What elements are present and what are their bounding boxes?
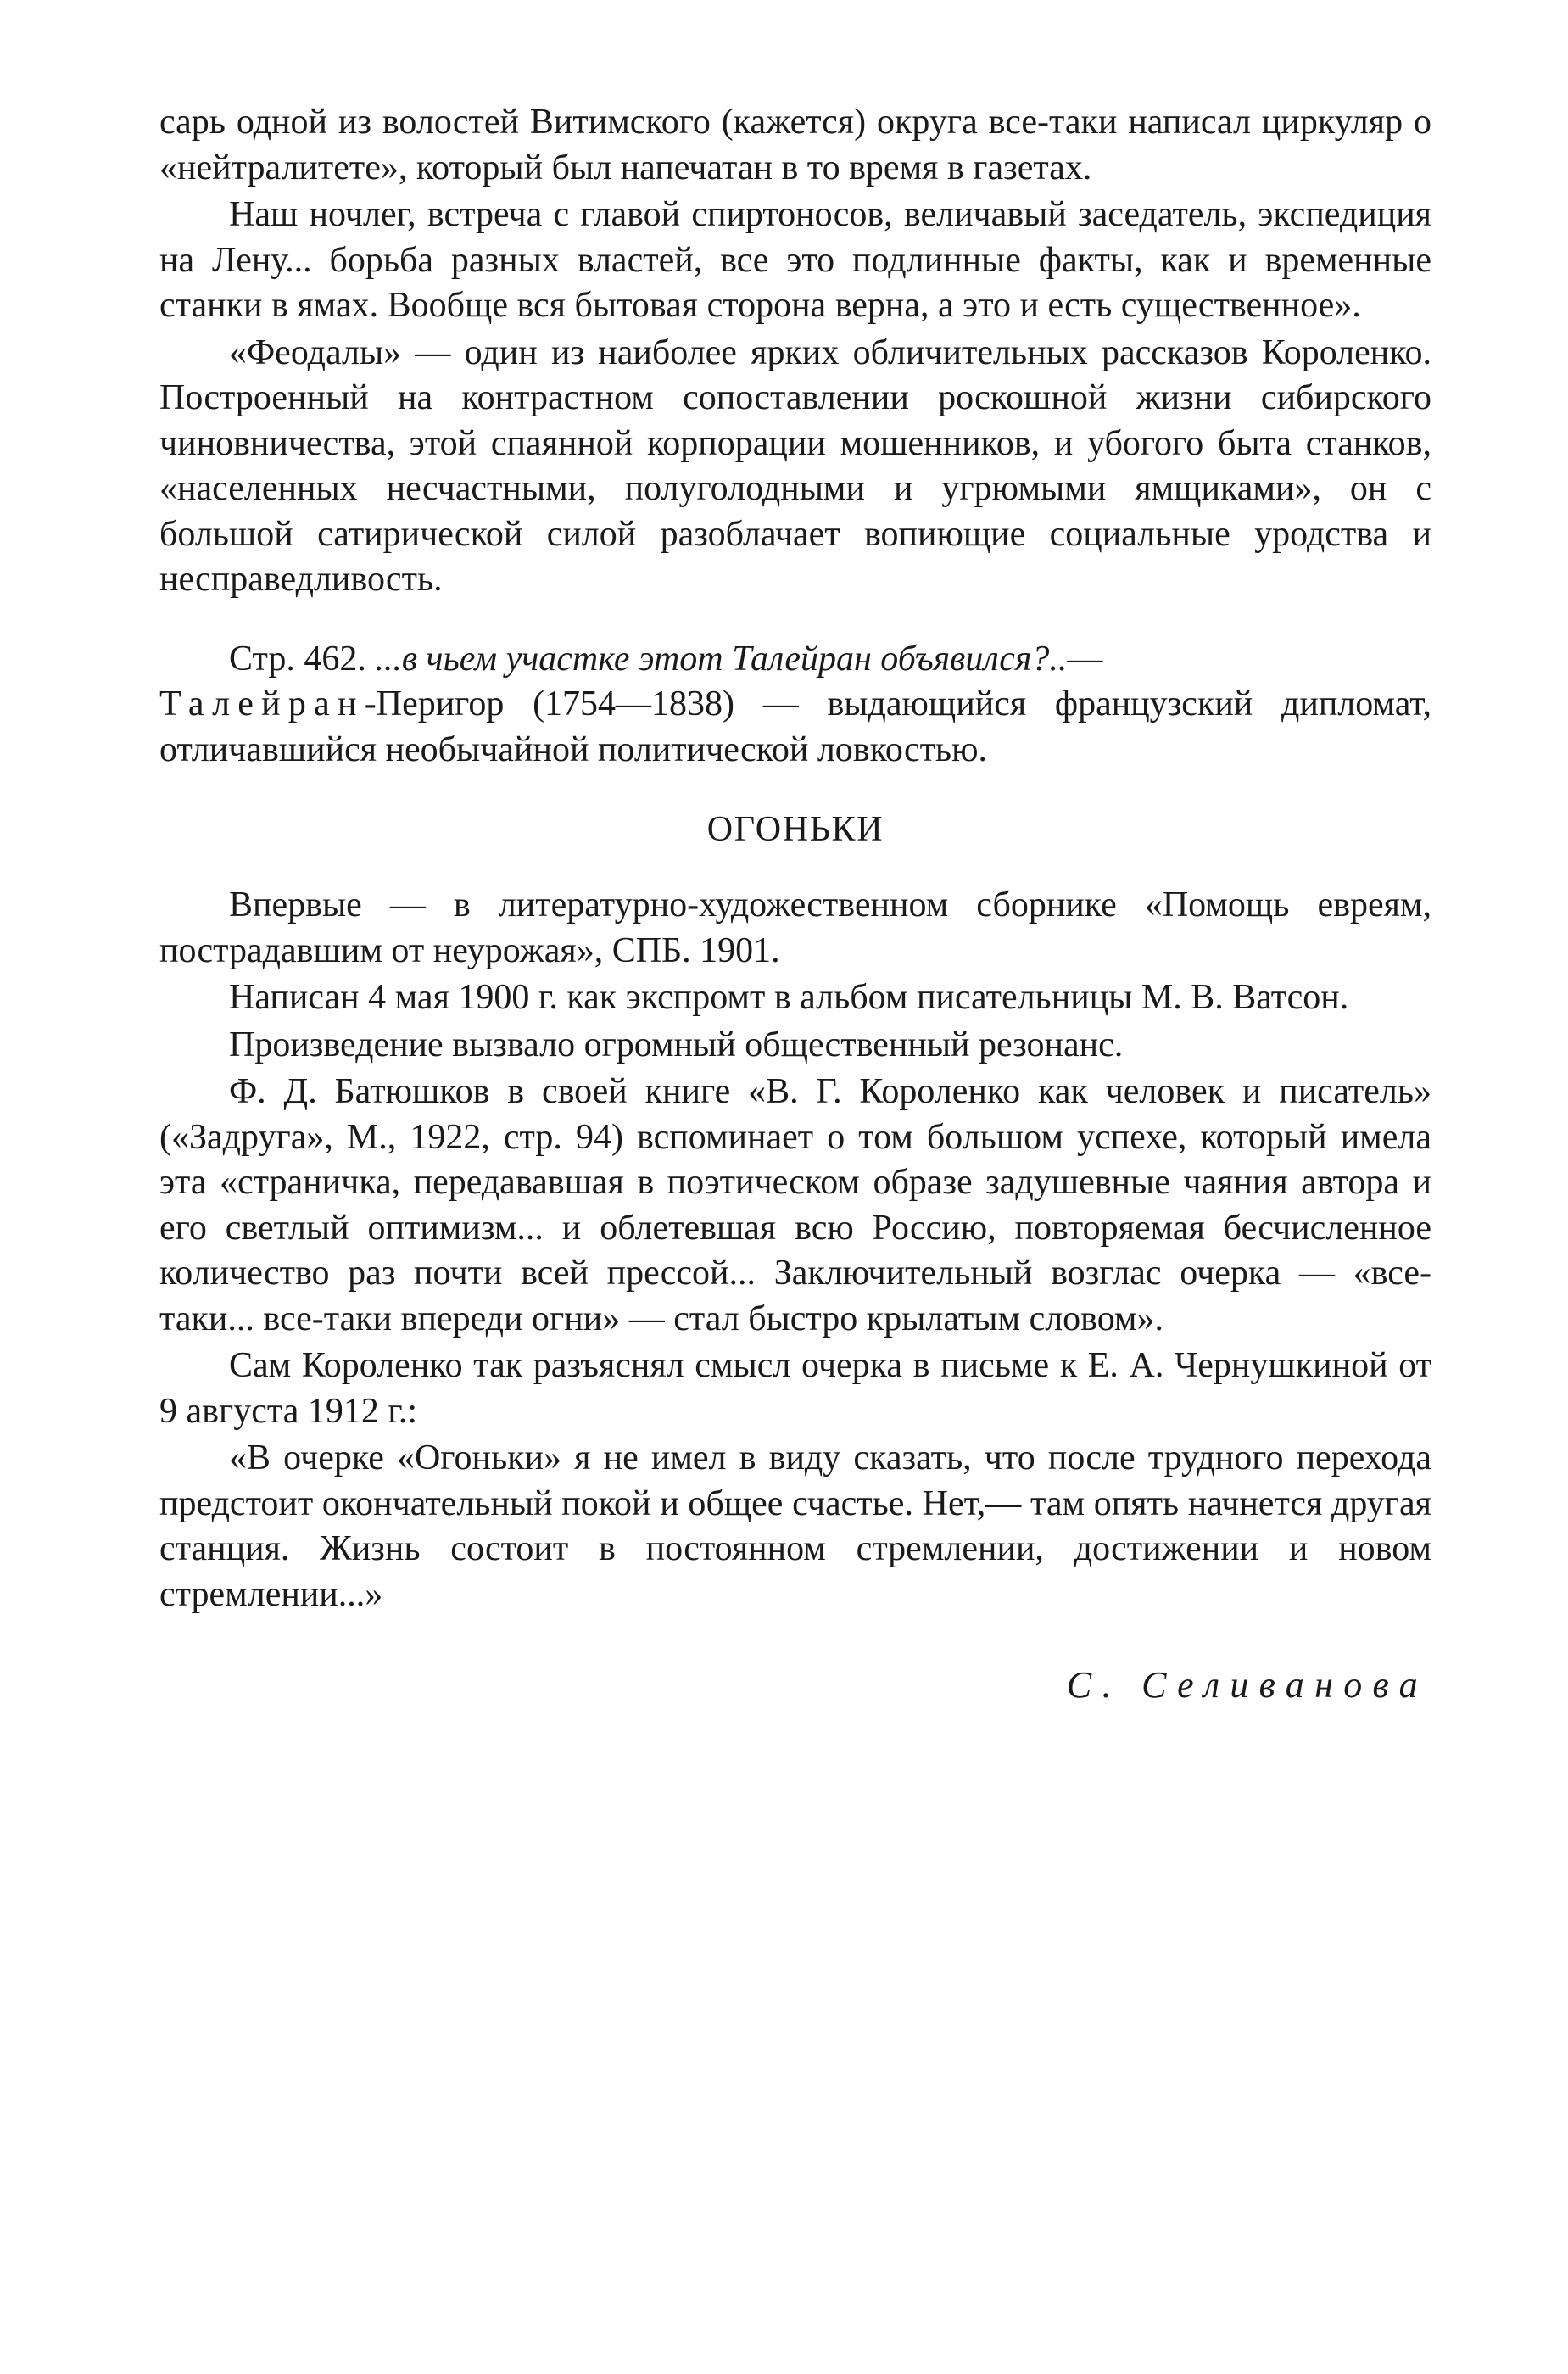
paragraph: Впервые — в литературно-художественном сборнике «Помощь евреям, пострадавшим от неурожая», СПБ. 1901.	[159, 885, 1431, 970]
note-prefix: Стр. 462.	[229, 639, 376, 679]
paragraph: «Феодалы» — один из наиболее ярких обличительных рассказов Короленко. Построенный на контрастном сопоставлении роскошной жизни сибирского чиновничества, этой спаянной корпорации мошенников, и убогого быта станков, «населенных несчастными, полуголодными и угрюмыми ямщиками», он с большой сатирической силой разоблачает вопиющие социальные уродства и несправедливость.	[159, 332, 1431, 599]
document-page	[159, 100, 1431, 1709]
paragraph-continued: сарь одной из волостей Витимского (кажется) округа все-таки написал циркуляр о «нейтралитете», который был напечатан в то время в газетах.	[159, 103, 1431, 187]
note-text: -Перигор (1754—1838) — выдающийся французский дипломат, отличавшийся необычайной политической ловкостью.	[159, 684, 1431, 769]
note-name: Талейран	[159, 684, 365, 723]
quotation: «В очерке «Огоньки» я не имел в виду сказать, что после трудного перехода предстоит окончательный покой и общее счастье. Нет,— там опять начнется другая станция. Жизнь состоит в постоянном стремлении, достижении и новом стремлении...»	[159, 1438, 1431, 1614]
page-note	[159, 637, 1431, 774]
paragraph: Ф. Д. Батюшков в своей книге «В. Г. Короленко как человек и писатель» («Задруга», М., 1922, стр. 94) вспоминает о том большом успехе, который имела эта «страничка, передававшая в поэтическом образе задушевные чаяния автора и его светлый оптимизм... и облетевшая всю Россию, повторяемая бесчисленное количество раз почти всей прессой... Заключительный возглас очерка — «все-таки... все-таки впереди огни» — стал быстро крылатым словом».	[159, 1072, 1431, 1338]
paragraph: Произведение вызвало огромный общественный резонанс.	[229, 1025, 1124, 1064]
note-dash: —	[1067, 639, 1103, 679]
paragraph: Сам Короленко так разъяснял смысл очерка в письме к Е. А. Чернушкиной от 9 августа 1912 г.:	[159, 1346, 1431, 1431]
note-quote: ...в чьем участке этот Талейран объявился?..	[375, 639, 1068, 679]
author-signature: С. Селиванова	[1066, 1664, 1428, 1706]
section-title: ОГОНЬКИ	[706, 810, 884, 849]
paragraph: Написан 4 мая 1900 г. как экспромт в альбом писательницы М. В. Ватсон.	[229, 978, 1349, 1017]
paragraph: Наш ночлег, встреча с главой спиртоносов, величавый заседатель, экспедиция на Лену... борьба разных властей, все это подлинные факты, как и временные станки в ямах. Вообще вся бытовая сторона верна, а это и есть существенное».	[159, 195, 1431, 325]
